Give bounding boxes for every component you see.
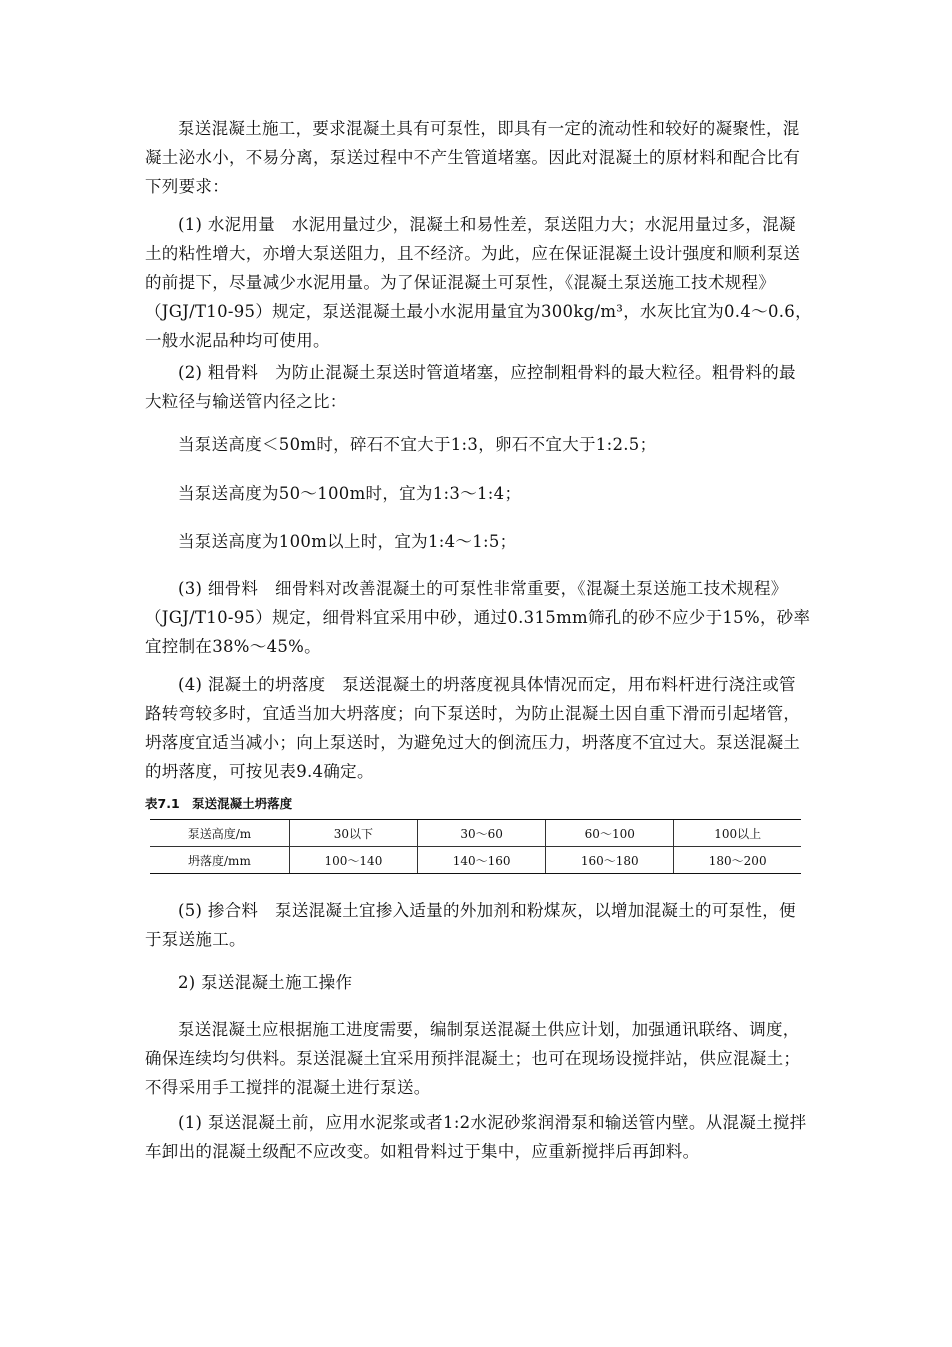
section-heading: 2) 泵送混凝土施工操作 xyxy=(178,973,353,992)
slump-table xyxy=(150,819,801,874)
table-cell: 100以上 xyxy=(674,820,801,847)
table-row xyxy=(150,820,801,847)
fine-aggregate-paragraph: (3) 细骨料 细骨料对改善混凝土的可泵性非常重要，《混凝土泵送施工技术规程》（JGJ/T10-95）规定，细骨料宜采用中砂，通过0.315mm筛孔的砂不应少于15%，砂率宜控制在38%～45%。 xyxy=(145,579,811,656)
table-cell: 140～160 xyxy=(418,847,546,874)
operation-paragraph: 泵送混凝土应根据施工进度需要，编制泵送混凝土供应计划，加强通讯联络、调度，确保连续均匀供料。泵送混凝土宜采用预拌混凝土；也可在现场设搅拌站，供应混凝土；不得采用手工搅拌的混凝土进行泵送。 xyxy=(145,1020,801,1097)
lubrication-paragraph: (1) 泵送混凝土前，应用水泥浆或者1:2水泥砂浆润滑泵和输送管内壁。从混凝土搅拌车卸出的混凝土级配不应改变。如粗骨料过于集中，应重新搅拌后再卸料。 xyxy=(145,1113,807,1161)
table-cell: 160～180 xyxy=(546,847,674,874)
coarse-aggregate-paragraph: (2) 粗骨料 为防止混凝土泵送时管道堵塞，应控制粗骨料的最大粒径。粗骨料的最大粒径与输送管内径之比： xyxy=(145,363,796,411)
admixture-paragraph: (5) 掺合料 泵送混凝土宜掺入适量的外加剂和粉煤灰，以增加混凝土的可泵性，便于泵送施工。 xyxy=(145,901,796,949)
table-caption: 表7.1 泵送混凝土坍落度 xyxy=(145,796,293,811)
table-row xyxy=(150,847,801,874)
intro-paragraph: 泵送混凝土施工，要求混凝土具有可泵性，即具有一定的流动性和较好的凝聚性，混凝土泌水小，不易分离，泵送过程中不产生管道堵塞。因此对混凝土的原材料和配合比有下列要求： xyxy=(145,119,801,196)
table-cell: 60～100 xyxy=(546,820,674,847)
ratio-line-3: 当泵送高度为100m以上时，宜为1:4～1:5； xyxy=(178,532,517,551)
table-cell: 坍落度/mm xyxy=(150,847,289,874)
table-cell: 泵送高度/m xyxy=(150,820,289,847)
ratio-line-1: 当泵送高度＜50m时，碎石不宜大于1:3，卵石不宜大于1:2.5； xyxy=(178,435,657,454)
cement-paragraph: (1) 水泥用量 水泥用量过少，混凝土和易性差，泵送阻力大；水泥用量过多，混凝土的粘性增大，亦增大泵送阻力，且不经济。为此，应在保证混凝土设计强度和顺利泵送的前提下，尽量减少水泥用量。为了保证混凝土可泵性，《混凝土泵送施工技术规程》（JGJ/T10-95）规定，泵送混凝土最小水泥用量宜为300kg/m³，水灰比宜为0.4～0.6，一般水泥品种均可使用。 xyxy=(145,215,812,350)
table-cell: 30以下 xyxy=(289,820,417,847)
slump-paragraph: (4) 混凝土的坍落度 泵送混凝土的坍落度视具体情况而定，用布料杆进行浇注或管路转弯较多时，宜适当加大坍落度；向下泵送时，为防止混凝土因自重下滑而引起堵管，坍落度宜适当减小；向上泵送时，为避免过大的倒流压力，坍落度不宜过大。泵送混凝土的坍落度，可按见表9.4确定。 xyxy=(145,675,801,781)
table-cell: 30～60 xyxy=(418,820,546,847)
ratio-line-2: 当泵送高度为50～100m时，宜为1:3～1:4； xyxy=(178,484,522,503)
table-cell: 180～200 xyxy=(674,847,801,874)
table-cell: 100～140 xyxy=(289,847,417,874)
